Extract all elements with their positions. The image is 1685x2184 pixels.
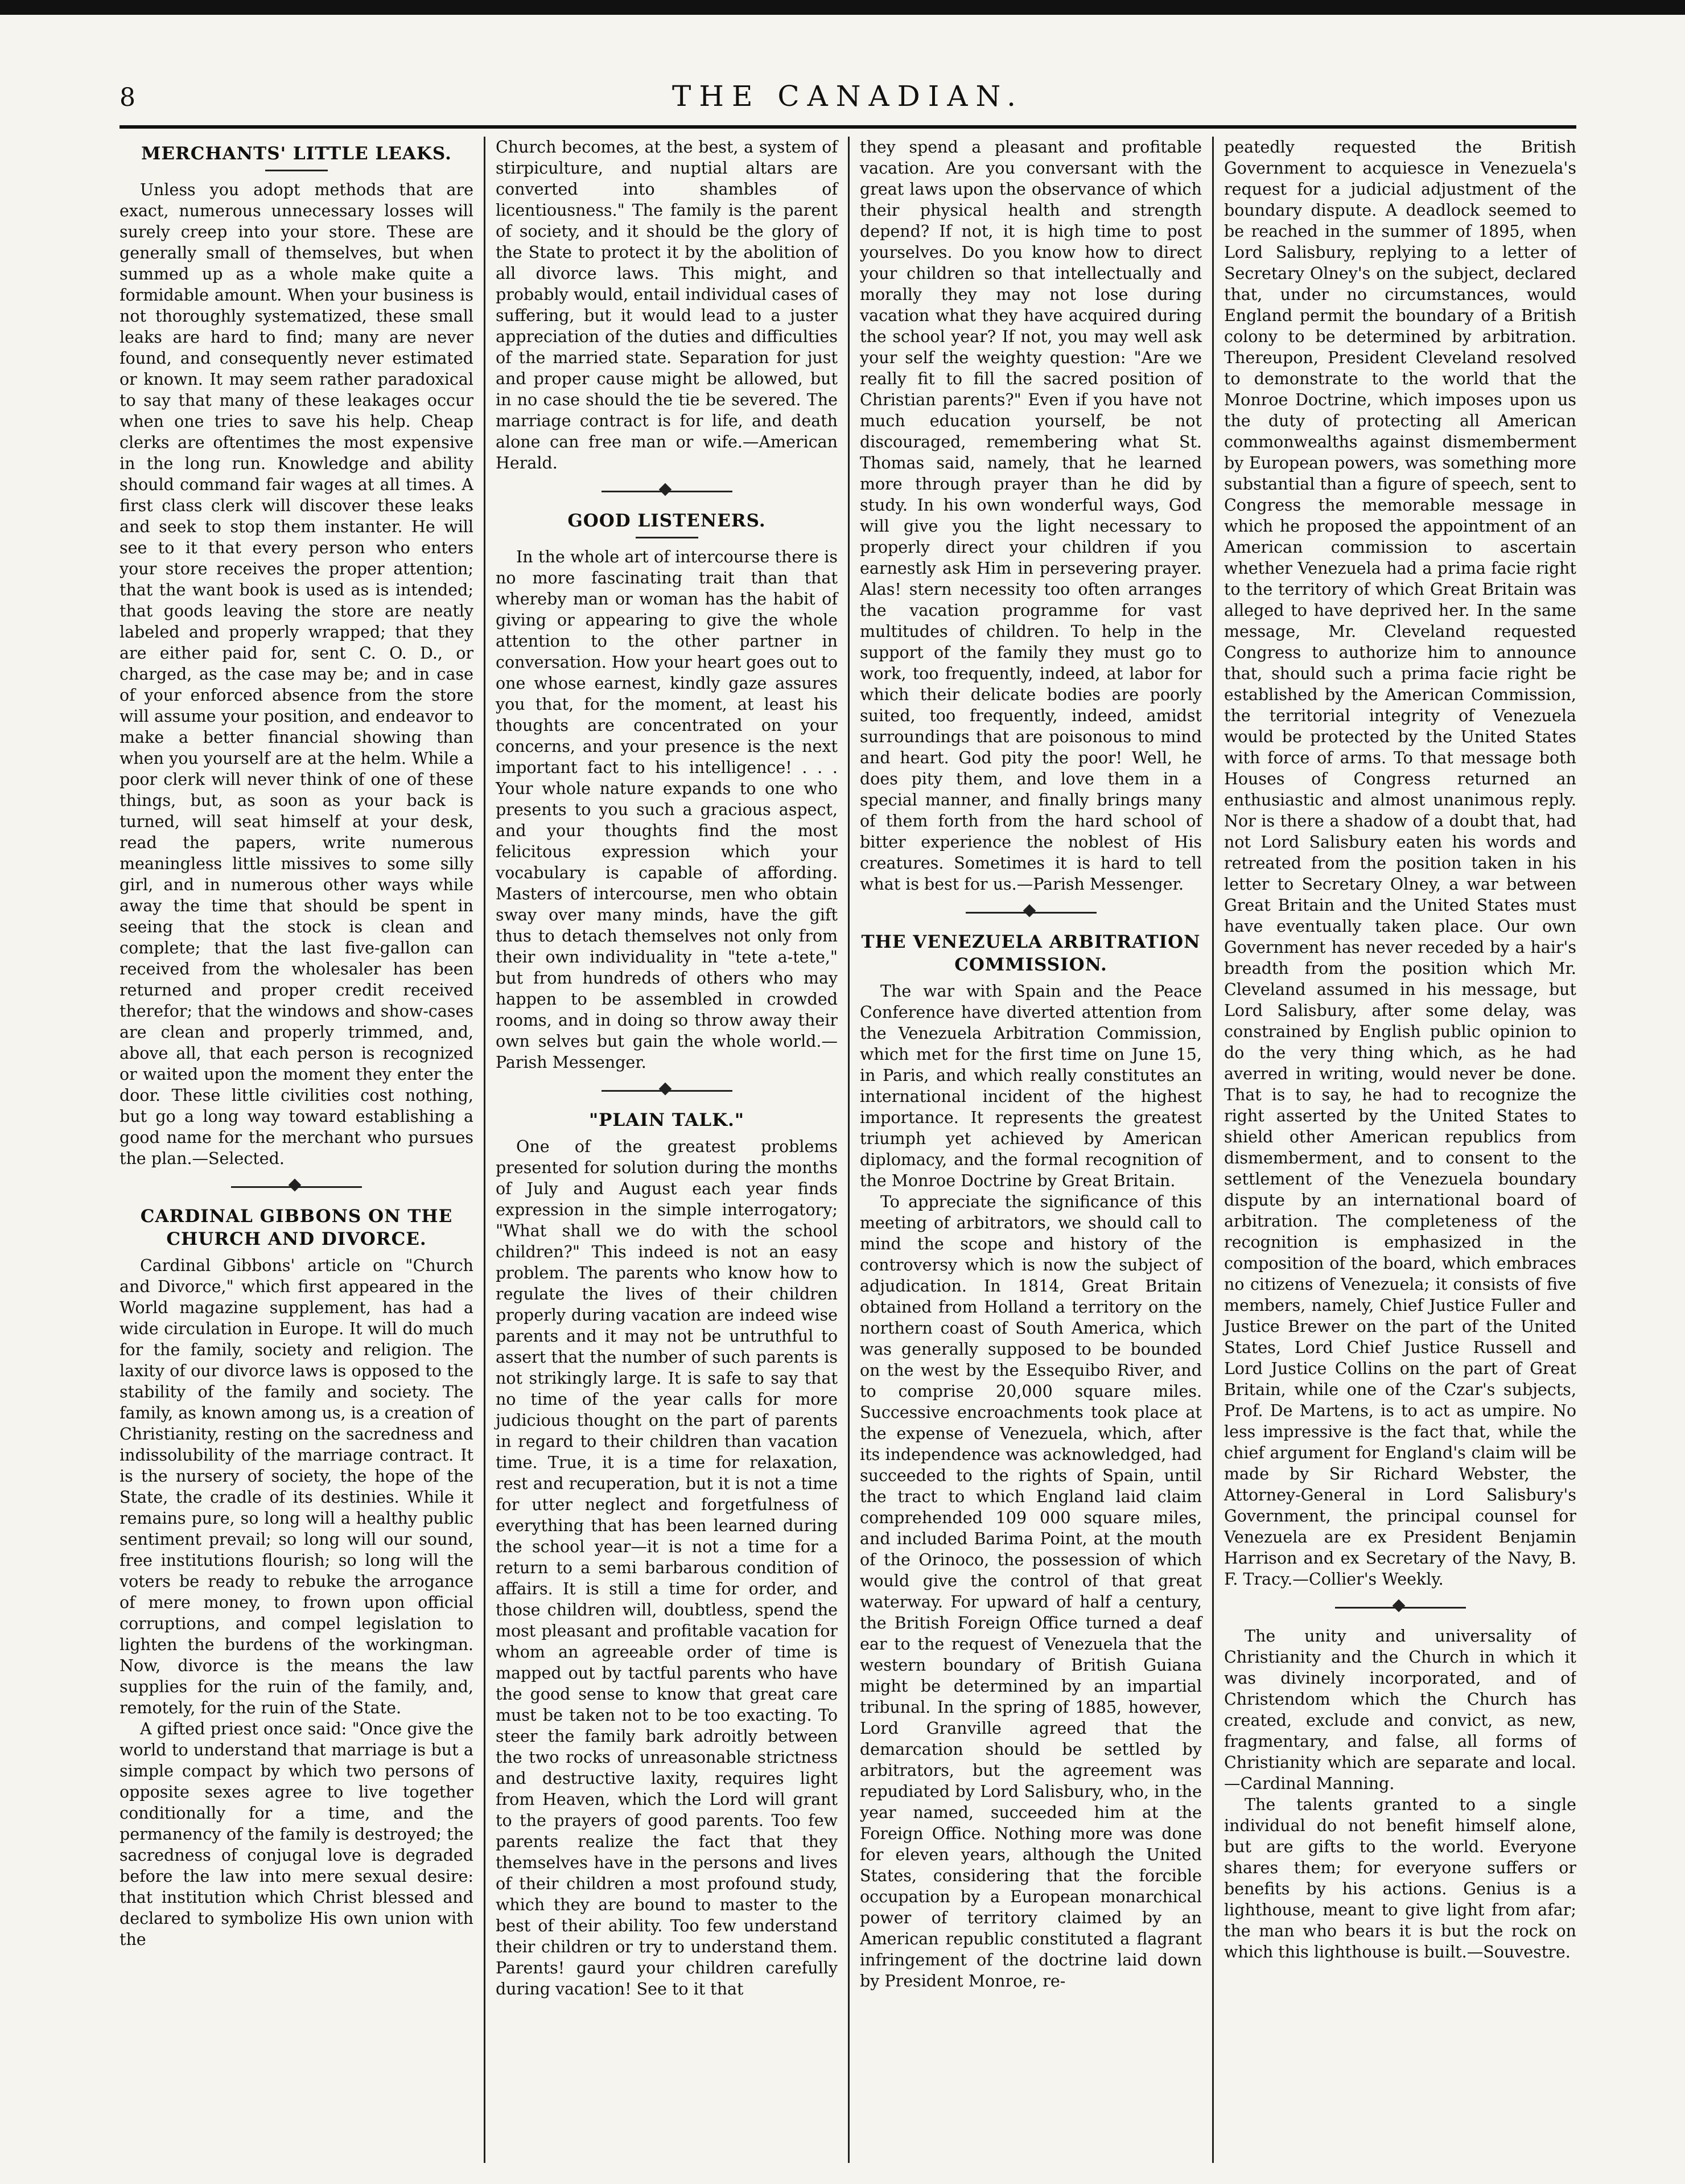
- article-paragraph: The talents granted to a single individual do not benefit himself alone, but are gifts to the world. Everyone shares them; for everyone suffers or benefits by his actions. Genius is a lighthouse, meant to give light from afar; the man who bears it is but the rock on which this lighthouse is built.—Souvestre.: [1224, 1795, 1576, 1961]
- article-divider: [1335, 1607, 1466, 1609]
- article-paragraph: A gifted priest once said: "Once give the world to understand that marriage is but a simple compact by which two persons of opposite sexes agree to live together conditionally for a time, and the permanency of the family is destroyed; the sacredness of conjugal love is degraded before the law into mere sexual desire: that institution which Christ blessed and declared to symbolize His own union with the: [120, 1720, 473, 1949]
- top-border-rule: [0, 0, 1685, 15]
- article-divider: [966, 912, 1097, 914]
- article-heading: GOOD LISTENERS.: [567, 511, 766, 531]
- article-divider: [602, 1090, 732, 1092]
- article-heading: "PLAIN TALK.": [588, 1110, 745, 1130]
- columns: [120, 137, 1576, 2163]
- column-3: [848, 137, 1212, 2163]
- heading-rule: [636, 537, 698, 538]
- article-paragraph: In the whole art of intercourse there is no more fascinating trait than that whereby man or woman has the habit of giving or appearing to give the whole attention to the other partner in conversation. How your heart goes out to one whose earnest, kindly gaze assures you that, for the moment, at least his thoughts are concentrated on your concerns, and your presence is the next important fact to his intelligence! . . . Your whole nature expands to one who presents to you such a gracious aspect, and your thoughts find the most felicitous expression which your vocabulary is capable of affording. Masters of intercourse, men who obtain sway over many minds, have the gift thus to detach themselves not only from their own individuality in "tete a-tete," but from hundreds of others who may happen to be assembled in crowded rooms, and in doing so throw away their own selves but gain the whole world.—Parish Messenger.: [496, 548, 838, 1072]
- article-heading: THE VENEZUELA ARBITRATION COMMISSION.: [861, 932, 1201, 975]
- page-number: 8: [120, 83, 135, 112]
- article-paragraph: One of the greatest problems presented for solution during the months of July and August each year finds expression in the simple interrogatory; "What shall we do with the school children?" This indeed is not an easy problem. The parents who know how to regulate the lives of their children properly during vacation are indeed wise parents and it may not be untruthful to assert that the number of such parents is not strikingly large. It is safe to say that no time of the year calls for more judicious thought on the part of parents in regard to their children than vacation time. True, it is a time for relaxation, rest and recuperation, but it is not a time for utter neglect and forgetfulness of everything that has been learned during the school year—it is not a time for a return to a semi barbarous condition of affairs. It is still a time for order, and those children will, doubtless, spend the most pleasant and profitable vacation for whom an agreeable order of time is mapped out by tactful parents who have the good sense to know that great care must be taken not to be too exacting. To steer the family bark adroitly between the two rocks of unreasonable strictness and destructive laxity, requires light from Heaven, which the Lord will grant to the prayers of good parents. Too few parents realize the fact that they themselves have in the persons and lives of their children a most profound study, which they are bound to master to the best of their ability. Too few understand their children or try to understand them. Parents! gaurd your children carefully during vacation! See to it that: [496, 1137, 838, 1998]
- article-paragraph: Cardinal Gibbons' article on "Church and Divorce," which first appeared in the World magazine supplement, has had a wide circulation in Europe. It will do much for the family, society and religion. The laxity of our divorce laws is opposed to the stability of the family and society. The family, as known among us, is a creation of Christianity, resting on the sacredness and indissolubility of the marriage contract. It is the nursery of society, the hope of the State, the cradle of its destinies. While it remains pure, so long will a healthy public sentiment prevail; so long will our sound, free institutions flourish; so long will the voters be ready to rebuke the arrogance of mere money, to frown upon official corruptions, and compel legislation to lighten the burdens of the workingman. Now, divorce is the means the law supplies for the ruin of the family, and, remotely, for the ruin of the State.: [120, 1256, 473, 1717]
- article-paragraph: they spend a pleasant and profitable vacation. Are you conversant with the great laws upon the observance of which their physical health and strength depend? If not, it is high time to post yourselves. Do you know how to direct your children so that intellectually and morally they may not lose during vacation what they have acquired during the school year? If not, you may well ask your self the weighty question: "Are we really fit to fill the sacred position of Christian parents?" Even if you have not much education yourself, be not discouraged, remembering what St. Thomas said, namely, that he learned more through prayer than he did by study. In his own wonderful ways, God will give you the light necessary to properly direct your children if you earnestly ask Him in persevering prayer. Alas! stern necessity too often arranges the vacation programme for vast multitudes of children. To help in the support of the family they must go to work, too frequently, indeed, at labor for which their delicate bodies are poorly suited, too frequently, indeed, amidst surroundings that are poisonous to mind and heart. God pity the poor! Well, he does pity them, and love them in a special manner, and finally brings many of them forth from the hard school of bitter experience the noblest of His creatures. Sometimes it is hard to tell what is best for us.—Parish Messenger.: [860, 138, 1202, 894]
- article-heading: MERCHANTS' LITTLE LEAKS.: [141, 143, 452, 164]
- article-heading: CARDINAL GIBBONS ON THE CHURCH AND DIVORCE.: [140, 1206, 453, 1249]
- heading-rule: [265, 170, 328, 171]
- article-paragraph: The unity and universality of Christianity and the Church in which it was divinely incorporated, and of Christendom which the Church has created, exclude and convict, as new, fragmentary, and false, all forms of Christianity which are separate and local.—Cardinal Manning.: [1224, 1627, 1576, 1793]
- paper-title: THE CANADIAN.: [672, 80, 1024, 113]
- article-paragraph: To appreciate the significance of this meeting of arbitrators, we should call to mind the scope and history of the controversy which is now the subject of adjudication. In 1814, Great Britain obtained from Holland a territory on the northern coast of South America, which was generally supposed to be bounded on the west by the Essequibo River, and to comprise 20,000 square miles. Successive encroachments took place at the expense of Venezuela, which, after its independence was acknowledged, had succeeded to the rights of Spain, until the tract to which England laid claim comprehended 109 000 square miles, and included Barima Point, at the mouth of the Orinoco, the possession of which would give the control of that great waterway. For upward of half a century, the British Foreign Office turned a deaf ear to the request of Venezuela that the western boundary of British Guiana might be determined by an impartial tribunal. In the spring of 1885, however, Lord Granville agreed that the demarcation should be settled by arbitrators, but the agreement was repudiated by Lord Salisbury, who, in the year named, succeeded him at the Foreign Office. Nothing more was done for eleven years, although the United States, considering that the forcible occupation by a European monarchical power of territory claimed by an American republic constituted a flagrant infringement of the doctrine laid down by President Monroe, re-: [860, 1192, 1202, 1990]
- masthead: [120, 80, 1576, 120]
- article-divider: [231, 1186, 362, 1188]
- article-paragraph: The war with Spain and the Peace Conference have diverted attention from the Venezuela Arbitration Commission, which met for the first time on June 15, in Paris, and which really constitutes an international incident of the highest importance. It represents the greatest triumph yet achieved by American diplomacy, and the formal recognition of the Monroe Doctrine by Great Britain.: [860, 982, 1202, 1190]
- article-divider: [602, 491, 732, 492]
- article-paragraph: peatedly requested the British Government to acquiesce in Venezuela's request for a judicial adjustment of the boundary dispute. A deadlock seemed to be reached in the summer of 1895, when Lord Salisbury, replying to a letter of Secretary Olney's on the subject, declared that, under no circumstances, would England permit the boundary of a British colony to be determined by arbitration. Thereupon, President Cleveland resolved to demonstrate to the world that the Monroe Doctrine, which imposes upon us the duty of protecting all American commonwealths against dismemberment by European powers, was something more substantial than a figure of speech, sent to Congress the memorable message in which he proposed the appointment of an American commission to ascertain whether Venezuela had a prima facie right to the territory of which Great Britain was alleged to have deprived her. In the same message, Mr. Cleveland requested Congress to authorize him to announce that, should such a prima facie right be established by the American Commission, the territorial integrity of Venezuela would be protected by the United States with force of arms. To that message both Houses of Congress returned an enthusiastic and almost unanimous reply. Nor is there a shadow of a doubt that, had not Lord Salisbury eaten his words and retreated from the position taken in his letter to Secretary Olney, a war between Great Britain and the United States must have eventually taken place. Our own Government has never receded by a hair's breadth from the position which Mr. Cleveland assumed in his message, but Lord Salisbury, after some delay, was constrained by English public opinion to do the very thing which, as he had averred in writing, would never be done. That is to say, he had to recognize the right asserted by the United States to shield other American republics from dismemberment, and to consent to the settlement of the Venezuela boundary dispute by an international board of arbitration. The completeness of the recognition is emphasized in the composition of the board, which embraces no citizens of Venezuela; it consists of five members, namely, Chief Justice Fuller and Justice Brewer on the part of the United States, Lord Chief Justice Russell and Lord Justice Collins on the part of Great Britain, while one of the Czar's subjects, Prof. De Martens, is to act as umpire. No less impressive is the fact that, while the chief argument for England's claim will be made by Sir Richard Webster, the Attorney-General in Lord Salisbury's Government, the principal counsel for Venezuela are ex President Benjamin Harrison and ex Secretary of the Navy, B. F. Tracy.—Collier's Weekly.: [1224, 138, 1576, 1589]
- article-paragraph: Church becomes, at the best, a system of stirpiculture, and nuptial altars are converted into shambles of licentiousness." The family is the parent of society, and it should be the glory of the State to protect it by the abolition of all divorce laws. This might, and probably would, entail individual cases of suffering, but it would lead to a juster appreciation of the duties and difficulties of the married state. Separation for just and proper cause might be allowed, but in no case should the tie be severed. The marriage contract is for life, and death alone can free man or wife.—American Herald.: [496, 138, 838, 472]
- article-paragraph: Unless you adopt methods that are exact, numerous unnecessary losses will surely creep into your store. These are generally small of themselves, but when summed up as a whole make quite a formidable amount. When your business is not thoroughly systematized, these small leaks are hard to find; many are never found, and consequently never estimated or known. It may seem rather paradoxical to say that many of these leakages occur when one tries to save his help. Cheap clerks are oftentimes the most expensive in the long run. Knowledge and ability should command fair wages at all times. A first class clerk will discover these leaks and seek to stop them instanter. He will see to it that every person who enters your store receives the proper attention; that the want book is used as is intended; that goods leaving the store are neatly labeled and properly wrapped; that they are either paid for, sent C. O. D., or charged, as the case may be; and in case of your enforced absence from the store will assume your position, and endeavor to make a better financial showing than when you yourself are at the helm. While a poor clerk will never think of one of these things, but, as soon as your back is turned, will seat himself at your desk, read the papers, write numerous meaningless little missives to some silly girl, and in numerous other ways while away the time that should be spent in seeing that the stock is clean and complete; that the last five-gallon can received from the wholesaler has been returned and proper credit received therefor; that the windows and show-cases are clean and properly trimmed, and, above all, that each person is recognized or waited upon the moment they enter the door. These little civilities cost nothing, but go a long way toward establishing a good name for the merchant who pursues the plan.—Selected.: [120, 180, 473, 1168]
- masthead-rule: [120, 125, 1576, 129]
- column-4: [1212, 137, 1576, 2163]
- column-2: [484, 137, 848, 2163]
- column-1: [120, 137, 484, 2163]
